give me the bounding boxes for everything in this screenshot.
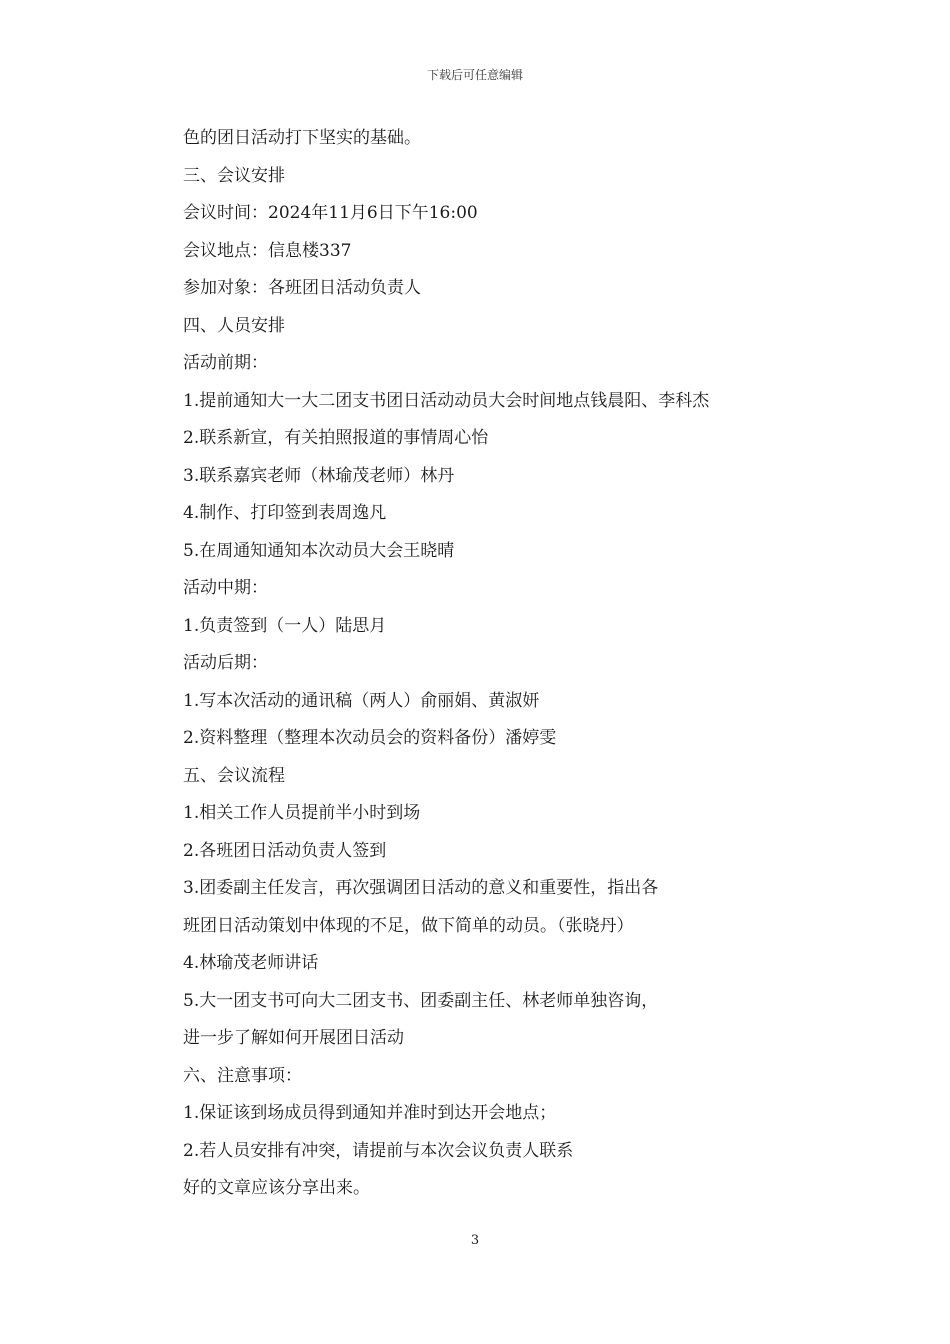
subsection-heading: 活动前期： [183,353,268,373]
list-item: 4.制作、打印签到表周逸凡 [183,503,387,523]
page-number: 3 [470,1233,480,1248]
list-item: 1.保证该到场成员得到通知并准时到达开会地点； [183,1103,557,1123]
section-heading: 三、会议安排 [183,165,285,186]
meeting-attendees: 参加对象：各班团日活动负责人 [183,278,421,298]
list-item: 1.提前通知大一大二团支书团日活动动员大会时间地点钱晨阳、李科杰 [183,390,710,411]
list-item: 1.相关工作人员提前半小时到场 [183,803,421,823]
page-header: 下载后可任意编辑 [426,68,523,82]
section-heading: 四、人员安排 [183,315,285,336]
list-item: 3.联系嘉宾老师（林瑜茂老师）林丹 [183,465,455,486]
list-item-continuation: 进一步了解如何开展团日活动 [183,1028,404,1048]
list-item: 2.联系新宣，有关拍照报道的事情周心怡 [183,428,489,448]
subsection-heading: 活动后期： [183,653,268,673]
text-line: 色的团日活动打下坚实的基础。 [183,128,421,148]
list-item: 1.负责签到（一人）陆思月 [183,615,387,636]
list-item: 5.大一团支书可向大二团支书、团委副主任、林老师单独咨询， [183,990,659,1011]
meeting-location: 会议地点：信息楼337 [183,240,352,261]
list-item: 2.若人员安排有冲突，请提前与本次会议负责人联系 [183,1140,574,1161]
document-body [183,120,823,1208]
list-item: 4.林瑜茂老师讲话 [183,953,319,973]
list-item: 3.团委副主任发言，再次强调团日活动的意义和重要性，指出各 [183,878,659,898]
list-item: 2.各班团日活动负责人签到 [183,840,387,861]
section-heading: 五、会议流程 [183,765,285,786]
list-item: 2.资料整理（整理本次动员会的资料备份）潘婷雯 [183,728,557,748]
section-heading: 六、注意事项： [183,1065,302,1086]
meeting-time: 会议时间：2024年11月6日下午16:00 [183,203,478,223]
list-item-continuation: 班团日活动策划中体现的不足，做下简单的动员。（张晓丹） [183,915,634,936]
list-item: 5.在周通知通知本次动员大会王晓晴 [183,540,455,561]
closing-line: 好的文章应该分享出来。 [183,1178,370,1198]
list-item: 1.写本次活动的通讯稿（两人）俞丽娟、黄淑妍 [183,690,540,711]
subsection-heading: 活动中期： [183,578,268,598]
